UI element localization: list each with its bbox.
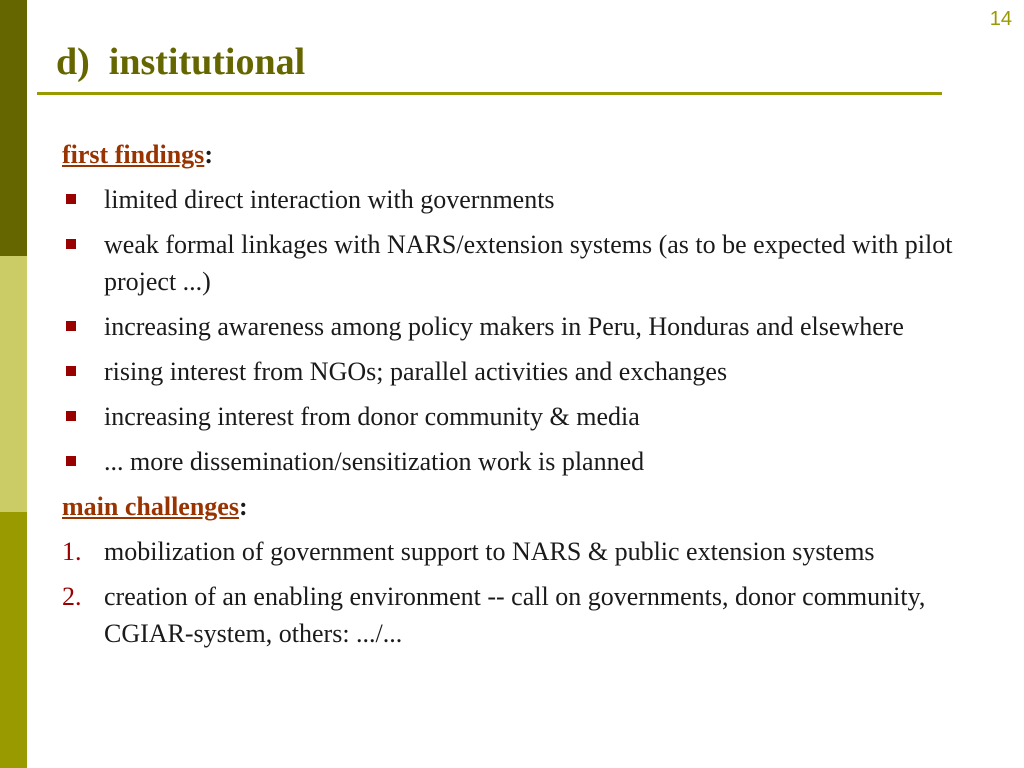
main-challenges-heading-colon: : [238,492,248,521]
finding-item [62,398,1002,435]
decorative-side-bar [0,0,27,768]
first-findings-heading [62,136,1002,181]
main-challenges-heading-text: main challenges [62,492,239,521]
square-bullet-icon [66,321,76,331]
challenge-item [62,578,1002,652]
finding-text: rising interest from NGOs; parallel activities and exchanges [104,357,728,386]
finding-text: increasing awareness among policy makers in Peru, Honduras and elsewhere [104,312,904,341]
first-findings-heading-colon: : [204,140,213,169]
slide-number: 14 [989,8,1012,30]
challenge-text: mobilization of government support to NARS & public extension systems [104,537,875,566]
side-bar-segment-mid [0,512,27,768]
title-divider [37,92,942,95]
finding-text: increasing interest from donor community & media [104,402,640,431]
square-bullet-icon [66,194,76,204]
finding-text: limited direct interaction with governments [104,185,555,214]
finding-item [62,226,1002,300]
square-bullet-icon [66,239,76,249]
finding-item [62,353,1002,390]
square-bullet-icon [66,366,76,376]
challenge-item [62,533,1002,570]
finding-item [62,308,1002,345]
square-bullet-icon [66,411,76,421]
challenge-number: 1. [62,537,82,566]
challenge-text: creation of an enabling environment -- call on governments, donor community, CGIAR-system, others: .../... [104,582,926,648]
first-findings-heading-text: first findings [62,140,205,169]
slide-title: d) institutional [56,41,306,83]
finding-text: ... more dissemination/sensitization work is planned [104,447,645,476]
finding-item [62,443,1002,480]
main-challenges-list [62,533,1002,652]
side-bar-segment-light [0,256,27,512]
square-bullet-icon [66,456,76,466]
slide-body [62,136,1002,660]
main-challenges-heading [62,488,1002,533]
finding-item [62,181,1002,218]
finding-text: weak formal linkages with NARS/extension systems (as to be expected with pilot project ...) [104,230,953,296]
first-findings-list [62,181,1002,480]
challenge-number: 2. [62,582,82,611]
side-bar-segment-dark [0,0,27,256]
